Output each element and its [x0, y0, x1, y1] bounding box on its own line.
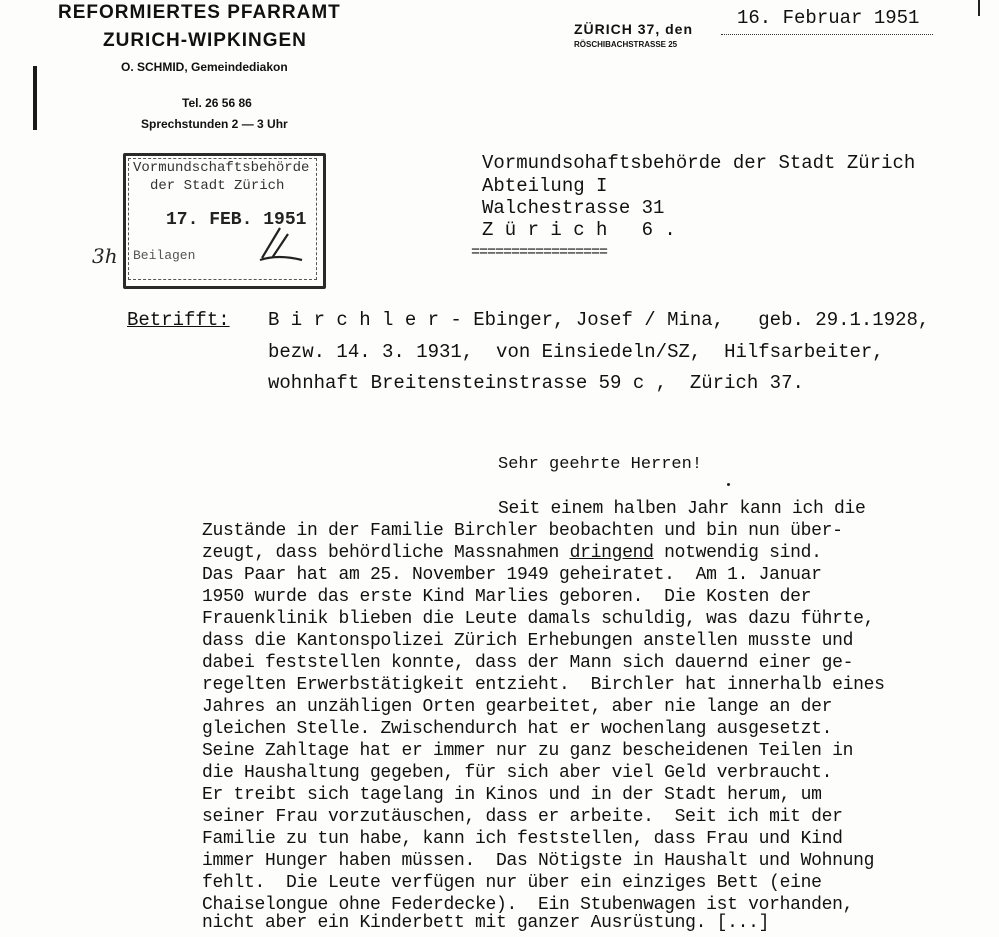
stamp-authority: Vormundschaftsbehörde — [133, 160, 310, 176]
body-line: Seit einem halben Jahr kann ich die — [498, 499, 866, 519]
emphasized-word: dringend — [569, 543, 654, 563]
body-line: die Haushaltung gegeben, für sich aber viel Geld verbraucht. — [202, 763, 833, 783]
stamp-city: der Stadt Zürich — [150, 178, 285, 194]
body-line: nicht aber ein Kinderbett mit ganzer Ausrüstung. [...] — [202, 913, 770, 933]
body-line — [202, 543, 822, 563]
salutation: Sehr geehrte Herren! — [498, 455, 703, 474]
letterhead-title: REFORMIERTES PFARRAMT — [58, 2, 341, 23]
body-line: Familie zu tun habe, kann ich feststellen, dass Frau und Kind — [202, 829, 843, 849]
body-text: notwendig sind. — [653, 543, 822, 563]
body-line: seiner Frau vorzutäuschen, dass er arbeite. Seit ich mit der — [202, 807, 843, 827]
letter-date: 16. Februar 1951 — [737, 7, 920, 29]
date-dotted-line — [721, 34, 933, 35]
subject-line: B i r c h l e r - Ebinger, Josef / Mina, geb. 29.1.1928, — [268, 309, 930, 331]
body-line: dabei feststellen konnte, dass der Mann sich dauernd einer ge- — [202, 653, 854, 673]
body-text: zeugt, dass behördliche Massnahmen — [202, 543, 570, 563]
subject-line: bezw. 14. 3. 1931, von Einsiedeln/SZ, Hilfsarbeiter, — [268, 341, 884, 363]
recipient-line: Abteilung I — [482, 175, 608, 197]
body-line: Chaiselongue ohne Federdecke). Ein Stubenwagen ist vorhanden, — [202, 895, 854, 915]
letterhead-hours: Sprechstunden 2 — 3 Uhr — [141, 117, 288, 131]
body-line: dass die Kantonspolizei Zürich Erhebungen anstellen musste und — [202, 631, 854, 651]
recipient-line: Walchestrasse 31 — [482, 197, 665, 219]
body-line: regelten Erwerbstätigkeit entzieht. Birchler hat innerhalb eines — [202, 675, 885, 695]
recipient-underline: ================= — [471, 244, 608, 261]
margin-mark — [33, 66, 37, 130]
dateline-street: RÖSCHIBACHSTRASSE 25 — [574, 40, 678, 49]
recipient-line: Z ü r i c h 6 . — [482, 219, 676, 241]
dateline-place: ZÜRICH 37, den — [574, 21, 694, 37]
body-line: 1950 wurde das erste Kind Marlies geboren. Die Kosten der — [202, 587, 812, 607]
body-line: fehlt. Die Leute verfügen nur über ein einziges Bett (eine — [202, 873, 822, 893]
ink-dot — [727, 483, 730, 486]
letterhead-deacon: O. SCHMID, Gemeindediakon — [121, 60, 288, 74]
body-line: Das Paar hat am 25. November 1949 geheiratet. Am 1. Januar — [202, 565, 822, 585]
body-line: Er treibt sich tagelang in Kinos und in der Stadt herum, um — [202, 785, 822, 805]
subject-label: Betrifft: — [127, 309, 230, 331]
body-line: Frauenklinik blieben die Leute damals schuldig, was dazu führte, — [202, 609, 875, 629]
letterhead-subtitle: ZURICH-WIPKINGEN — [103, 30, 307, 51]
body-line: gleichen Stelle. Zwischendurch hat er wochenlang ausgesetzt. — [202, 719, 833, 739]
corner-mark — [978, 0, 980, 16]
body-line: immer Hunger haben müssen. Das Nötigste in Haushalt und Wohnung — [202, 851, 875, 871]
body-line: Seine Zahltage hat er immer nur zu ganz bescheidenen Teilen in — [202, 741, 854, 761]
subject-line: wohnhaft Breitensteinstrasse 59 c , Zürich 37. — [268, 372, 804, 394]
letterhead-phone: Tel. 26 56 86 — [182, 96, 252, 110]
stamp-signature — [258, 224, 304, 264]
handwritten-note: 3h — [92, 244, 118, 268]
recipient-line: Vormundsohaftsbehörde der Stadt Zürich — [482, 152, 916, 174]
stamp-footer: Beilagen — [133, 248, 196, 263]
body-line: Zustände in der Familie Birchler beobachten und bin nun über- — [202, 521, 843, 541]
stamp-date: 17. FEB. 1951 — [166, 210, 307, 230]
body-line: Jahres an unzähligen Orten gearbeitet, aber nie lange an der — [202, 697, 833, 717]
